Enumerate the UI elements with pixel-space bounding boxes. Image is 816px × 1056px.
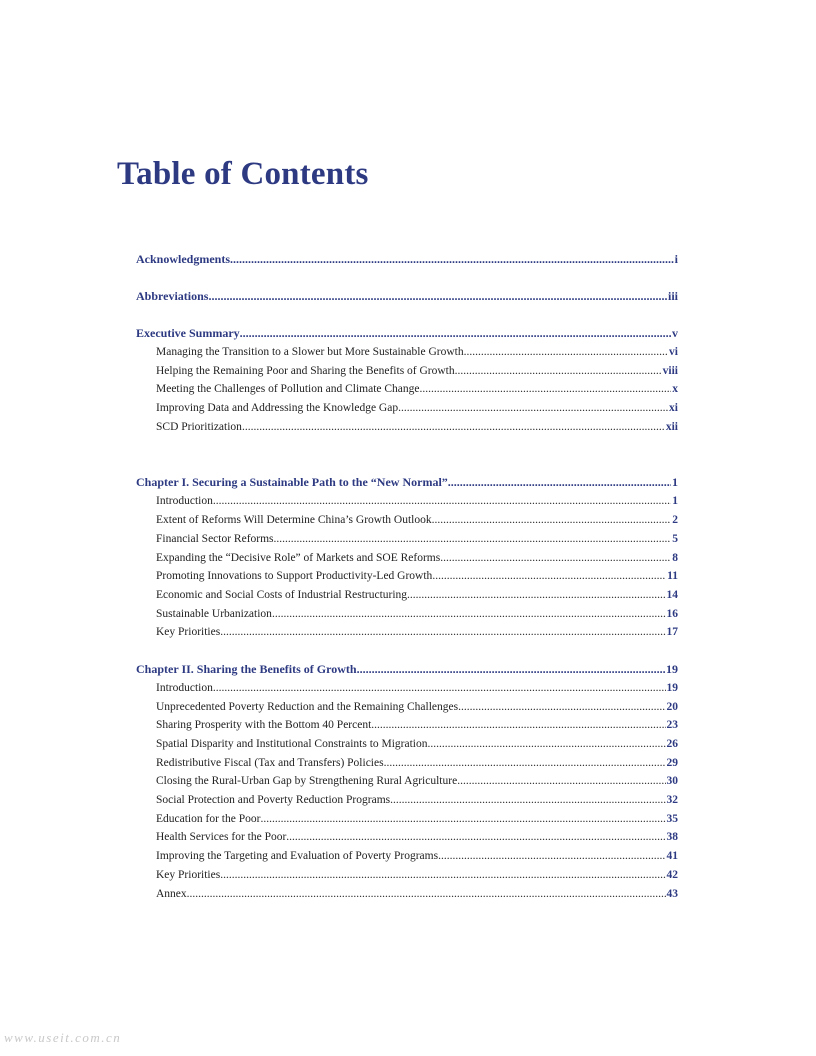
toc-leader-dots xyxy=(448,473,671,492)
toc-label: Managing the Transition to a Slower but More Sustainable Growth xyxy=(156,346,464,358)
toc-page-number: 16 xyxy=(666,607,678,620)
toc-leader-dots xyxy=(357,660,665,679)
toc-page-number: vi xyxy=(669,346,678,358)
toc-leader-dots xyxy=(398,399,668,418)
toc-leader-dots xyxy=(274,530,672,549)
toc-leader-dots xyxy=(272,605,666,624)
toc-leader-dots xyxy=(420,380,672,399)
toc-label: Improving Data and Addressing the Knowledge Gap xyxy=(156,402,399,415)
toc-subentry[interactable] xyxy=(156,586,678,605)
watermark: www.useit.com.cn xyxy=(4,1030,122,1045)
toc-page-number: 30 xyxy=(666,775,678,788)
toc-leader-dots xyxy=(464,343,668,362)
toc-leader-dots xyxy=(242,418,665,437)
toc-label: Promoting Innovations to Support Productivity-Led Growth xyxy=(156,570,433,583)
toc-label: Key Priorities xyxy=(156,868,221,881)
toc-leader-dots xyxy=(440,549,671,568)
toc-label: Introduction xyxy=(156,681,213,694)
toc-label: Extent of Reforms Will Determine China’s Growth Outlook xyxy=(156,514,432,527)
toc-leader-dots xyxy=(455,362,662,381)
toc-label: Health Services for the Poor xyxy=(156,831,287,844)
toc-label: Economic and Social Costs of Industrial Restructuring xyxy=(156,588,408,601)
toc-leader-dots xyxy=(208,287,667,306)
toc-page-number: 20 xyxy=(666,700,678,713)
toc-leader-dots xyxy=(407,586,665,605)
toc-page-number: iii xyxy=(667,289,678,303)
toc-entry-executive-summary[interactable] xyxy=(136,324,678,343)
toc-subentry[interactable] xyxy=(156,791,678,810)
toc-label: Improving the Targeting and Evaluation of Poverty Programs xyxy=(156,850,439,863)
toc-leader-dots xyxy=(390,791,665,810)
toc-label: Closing the Rural-Urban Gap by Strengthening Rural Agriculture xyxy=(156,775,458,788)
toc-label: Chapter II. Sharing the Benefits of Growth xyxy=(136,661,357,676)
toc-subentry[interactable] xyxy=(156,380,678,399)
toc-label: Unprecedented Poverty Reduction and the Remaining Challenges xyxy=(156,700,459,713)
toc-leader-dots xyxy=(428,735,666,754)
toc-leader-dots xyxy=(220,866,665,885)
toc-leader-dots xyxy=(240,324,671,343)
toc-leader-dots xyxy=(213,492,671,511)
toc-page-number: 23 xyxy=(666,719,678,732)
table-of-contents xyxy=(136,250,678,903)
toc-label: Chapter I. Securing a Sustainable Path to the “New Normal” xyxy=(136,475,448,490)
toc-subentry[interactable] xyxy=(156,698,678,717)
toc-page-number: 19 xyxy=(666,681,678,694)
toc-page-number: 11 xyxy=(667,570,678,583)
toc-subentry[interactable] xyxy=(156,716,678,735)
toc-label: Meeting the Challenges of Pollution and Climate Change xyxy=(156,383,420,396)
toc-label: Introduction xyxy=(156,495,213,508)
toc-label: Spatial Disparity and Institutional Constraints to Migration xyxy=(156,738,428,750)
toc-subentry[interactable] xyxy=(156,772,678,791)
toc-label: Sustainable Urbanization xyxy=(156,607,272,620)
toc-leader-dots xyxy=(220,623,665,642)
toc-page-number: 17 xyxy=(666,626,678,639)
toc-subentry[interactable] xyxy=(156,605,678,624)
toc-page-number: xii xyxy=(665,420,678,433)
page-title: Table of Contents xyxy=(117,156,369,192)
toc-label: Redistributive Fiscal (Tax and Transfers) Policies xyxy=(156,756,384,769)
toc-leader-dots xyxy=(371,716,665,735)
toc-page-number: 29 xyxy=(666,756,678,769)
toc-leader-dots xyxy=(432,567,666,586)
toc-subentry[interactable] xyxy=(156,399,678,418)
toc-entry-abbreviations[interactable] xyxy=(136,287,678,306)
toc-page-number: 2 xyxy=(672,514,678,527)
toc-page-number: 26 xyxy=(666,738,678,750)
toc-subentry[interactable] xyxy=(156,735,678,754)
toc-label: SCD Prioritization xyxy=(156,420,242,433)
toc-subentry[interactable] xyxy=(156,549,678,568)
toc-leader-dots xyxy=(286,828,665,847)
toc-page-number: 8 xyxy=(672,551,678,564)
toc-subentry[interactable] xyxy=(156,847,678,866)
toc-page-number: xi xyxy=(669,402,678,415)
toc-subentry[interactable] xyxy=(156,343,678,362)
toc-page-number: 32 xyxy=(666,794,678,807)
section-spacer xyxy=(136,642,678,660)
toc-label: Social Protection and Poverty Reduction Programs xyxy=(156,794,391,807)
toc-leader-dots xyxy=(458,698,665,717)
toc-leader-dots xyxy=(213,679,666,698)
toc-label: Executive Summary xyxy=(136,326,240,340)
toc-subentry[interactable] xyxy=(156,828,678,847)
toc-leader-dots xyxy=(432,511,672,530)
toc-page-number: 1 xyxy=(672,475,678,490)
toc-leader-dots xyxy=(384,754,666,773)
toc-label: Key Priorities xyxy=(156,626,221,639)
toc-page-number: 1 xyxy=(672,495,678,508)
toc-page-number: 5 xyxy=(672,532,678,545)
toc-label: Abbreviations xyxy=(136,289,209,303)
toc-label: Helping the Remaining Poor and Sharing the Benefits of Growth xyxy=(156,364,455,377)
toc-subentry[interactable] xyxy=(156,418,678,437)
toc-subentry[interactable] xyxy=(156,754,678,773)
toc-page-number: 14 xyxy=(666,588,678,601)
toc-subentry[interactable] xyxy=(156,810,678,829)
toc-page-number: 41 xyxy=(666,850,678,863)
toc-subentry[interactable] xyxy=(156,511,678,530)
toc-label: Acknowledgments xyxy=(136,252,231,266)
toc-page-number: 42 xyxy=(666,868,678,881)
toc-page-number: 43 xyxy=(666,887,678,900)
toc-subentry[interactable] xyxy=(156,623,678,642)
toc-subentry[interactable] xyxy=(156,362,678,381)
toc-subentry[interactable] xyxy=(156,492,678,511)
toc-page-number: 19 xyxy=(666,661,678,676)
toc-leader-dots xyxy=(230,250,674,269)
toc-leader-dots xyxy=(260,810,665,829)
section-spacer xyxy=(136,436,678,473)
toc-entry-acknowledgments[interactable] xyxy=(136,250,678,269)
toc-entry-chapter-1[interactable] xyxy=(136,473,678,492)
toc-leader-dots xyxy=(457,772,665,791)
toc-label: Expanding the “Decisive Role” of Markets and SOE Reforms xyxy=(156,551,441,564)
toc-page-number: 35 xyxy=(666,812,678,825)
toc-page-number: v xyxy=(672,326,678,340)
toc-page-number: viii xyxy=(662,364,678,377)
toc-subentry[interactable] xyxy=(156,679,678,698)
toc-label: Sharing Prosperity with the Bottom 40 Percent xyxy=(156,719,372,732)
toc-subentry[interactable] xyxy=(156,866,678,885)
toc-subentry[interactable] xyxy=(156,530,678,549)
toc-label: Annex xyxy=(156,887,187,900)
toc-subentry[interactable] xyxy=(156,567,678,586)
toc-subentry[interactable] xyxy=(156,885,678,904)
toc-entry-chapter-2[interactable] xyxy=(136,660,678,679)
toc-label: Financial Sector Reforms xyxy=(156,532,274,545)
toc-page-number: 38 xyxy=(666,831,678,844)
toc-label: Education for the Poor xyxy=(156,812,261,825)
toc-page-number: x xyxy=(672,383,678,396)
toc-leader-dots xyxy=(187,885,666,904)
toc-leader-dots xyxy=(438,847,665,866)
toc-page-number: i xyxy=(674,252,678,266)
